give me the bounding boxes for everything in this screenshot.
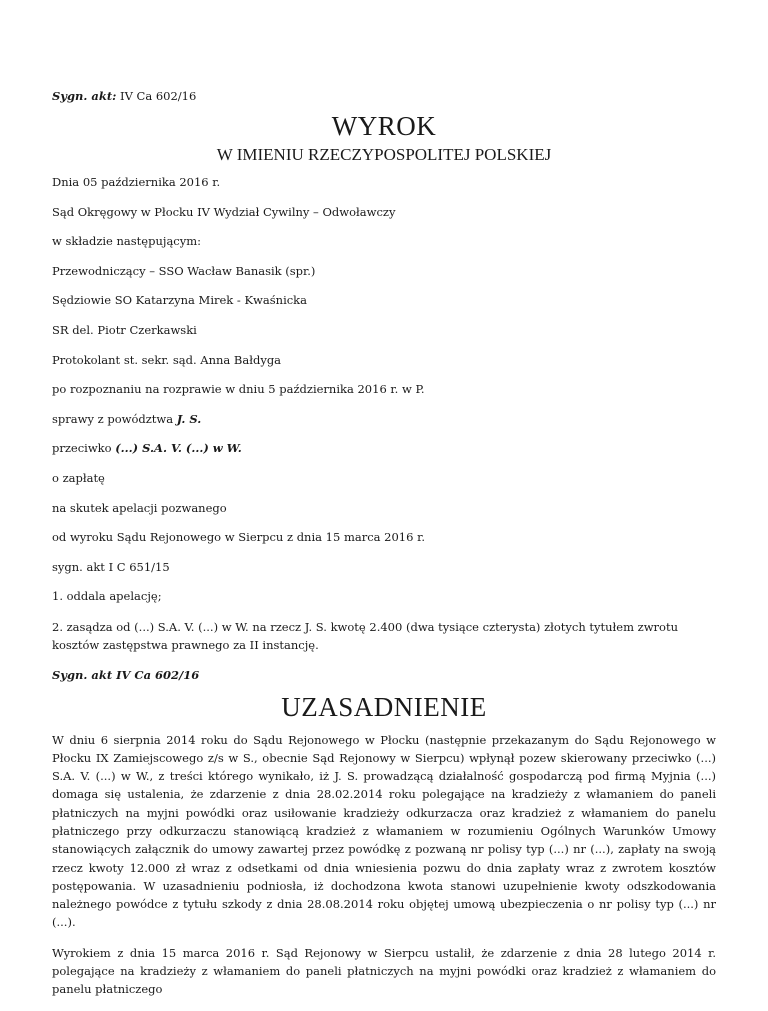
subject-line: o zapłatę (52, 470, 105, 485)
appeal-line: na skutek apelacji pozwanego (52, 500, 227, 515)
justification-title: UZASADNIENIE (281, 691, 487, 722)
defendant-line (52, 440, 716, 457)
plaintiff-prefix: sprawy z powództwa (52, 411, 177, 426)
case-signature-label: Sygn. akt: (52, 89, 117, 103)
plaintiff-name: J. S. (176, 411, 202, 426)
judgment-subtitle: W IMIENIU RZECZYPOSPOLITEJ POLSKIEJ (216, 145, 552, 164)
ruling-point-2: 2. zasądza od (...) S.A. V. (...) w W. na rzecz J. S. kwotę 2.400 (dwa tysiące czterysta) złotych tytułem zwrotu kosztów zastępstwa prawnego za II instancję. (52, 619, 678, 652)
court-name: Sąd Okręgowy w Płocku IV Wydział Cywilny – Odwoławczy (52, 204, 396, 219)
justification-paragraph-1: W dniu 6 sierpnia 2014 roku do Sądu Rejonowego w Płocku (następnie przekazanym do Sądu Rejonowego w Płocku IX Zamiejscowego z/s w S., obecnie Sąd Rejonowy w Sierpcu) wpłynął pozew skierowany przeciwko (...) S.A. V. (...) w W., z treści którego wynikało, iż J. S. prowadzącą działalność gospodarczą pod firmą Myjnia (...) domaga się ustalenia, że zdarzenie z dnia 28.02.2014 roku polegające na kradzieży z włamaniem do paneli płatniczych na myjni powódki oraz usiłowanie kradzieży odkurzacza oraz kradzież z włamaniem do panelu płatniczego przy odkurzaczu stanowiącą kradzież z włamaniem w rozumieniu Ogólnych Warunków Umowy stanowiących załącznik do umowy zawartej przez powódkę z pozwaną nr polisy typ (...) nr (...), zapłaty na swoją rzecz kwoty 12.000 zł wraz z odsetkami od dnia wniesienia pozwu do dnia zapłaty wraz z zwrotem kosztów postępowania. W uzasadnieniu podniosła, iż dochodzona kwota stanowi uzupełnienie kwoty odszkodowania należnego powódce z tytułu szkody z dnia 28.08.2014 roku objętej umową ubezpieczenia o nr polisy typ (...) nr (...). (52, 732, 716, 930)
defendant-name: (...) S.A. V. (...) w W. (115, 441, 242, 456)
plaintiff-line (52, 411, 716, 428)
case-signature (52, 88, 716, 104)
document-page (52, 88, 716, 1011)
justification-paragraph-2: Wyrokiem z dnia 15 marca 2016 r. Sąd Rejonowy w Sierpcu ustalił, że zdarzenie z dnia 28 lutego 2014 r. polegające na kradzieży z włamaniem do paneli płatniczych na myjni powódki oraz kradzież z włamaniem do panelu płatniczego (52, 945, 716, 997)
hearing-line: po rozpoznaniu na rozprawie w dniu 5 października 2016 r. w P. (52, 382, 425, 397)
delegated-judge: SR del. Piotr Czerkawski (52, 322, 197, 337)
ruling-point-1: 1. oddala apelację; (52, 589, 162, 604)
judgment-title: WYROK (331, 111, 437, 141)
case-signature-value: IV Ca 602/16 (120, 89, 197, 103)
case-signature-2: Sygn. akt IV Ca 602/16 (52, 667, 200, 682)
composition-label: w składzie następującym: (52, 234, 202, 249)
lower-court-judgment: od wyroku Sądu Rejonowego w Sierpcu z dnia 15 marca 2016 r. (52, 530, 425, 545)
case-number: sygn. akt I C 651/15 (52, 559, 170, 574)
judgment-date: Dnia 05 października 2016 r. (52, 175, 221, 189)
judges-line: Sędziowie SO Katarzyna Mirek - Kwaśnicka (52, 293, 308, 308)
presiding-judge: Przewodniczący – SSO Wacław Banasik (spr.) (52, 263, 316, 278)
defendant-prefix: przeciwko (52, 441, 116, 456)
clerk-line: Protokolant st. sekr. sąd. Anna Bałdyga (52, 352, 282, 367)
